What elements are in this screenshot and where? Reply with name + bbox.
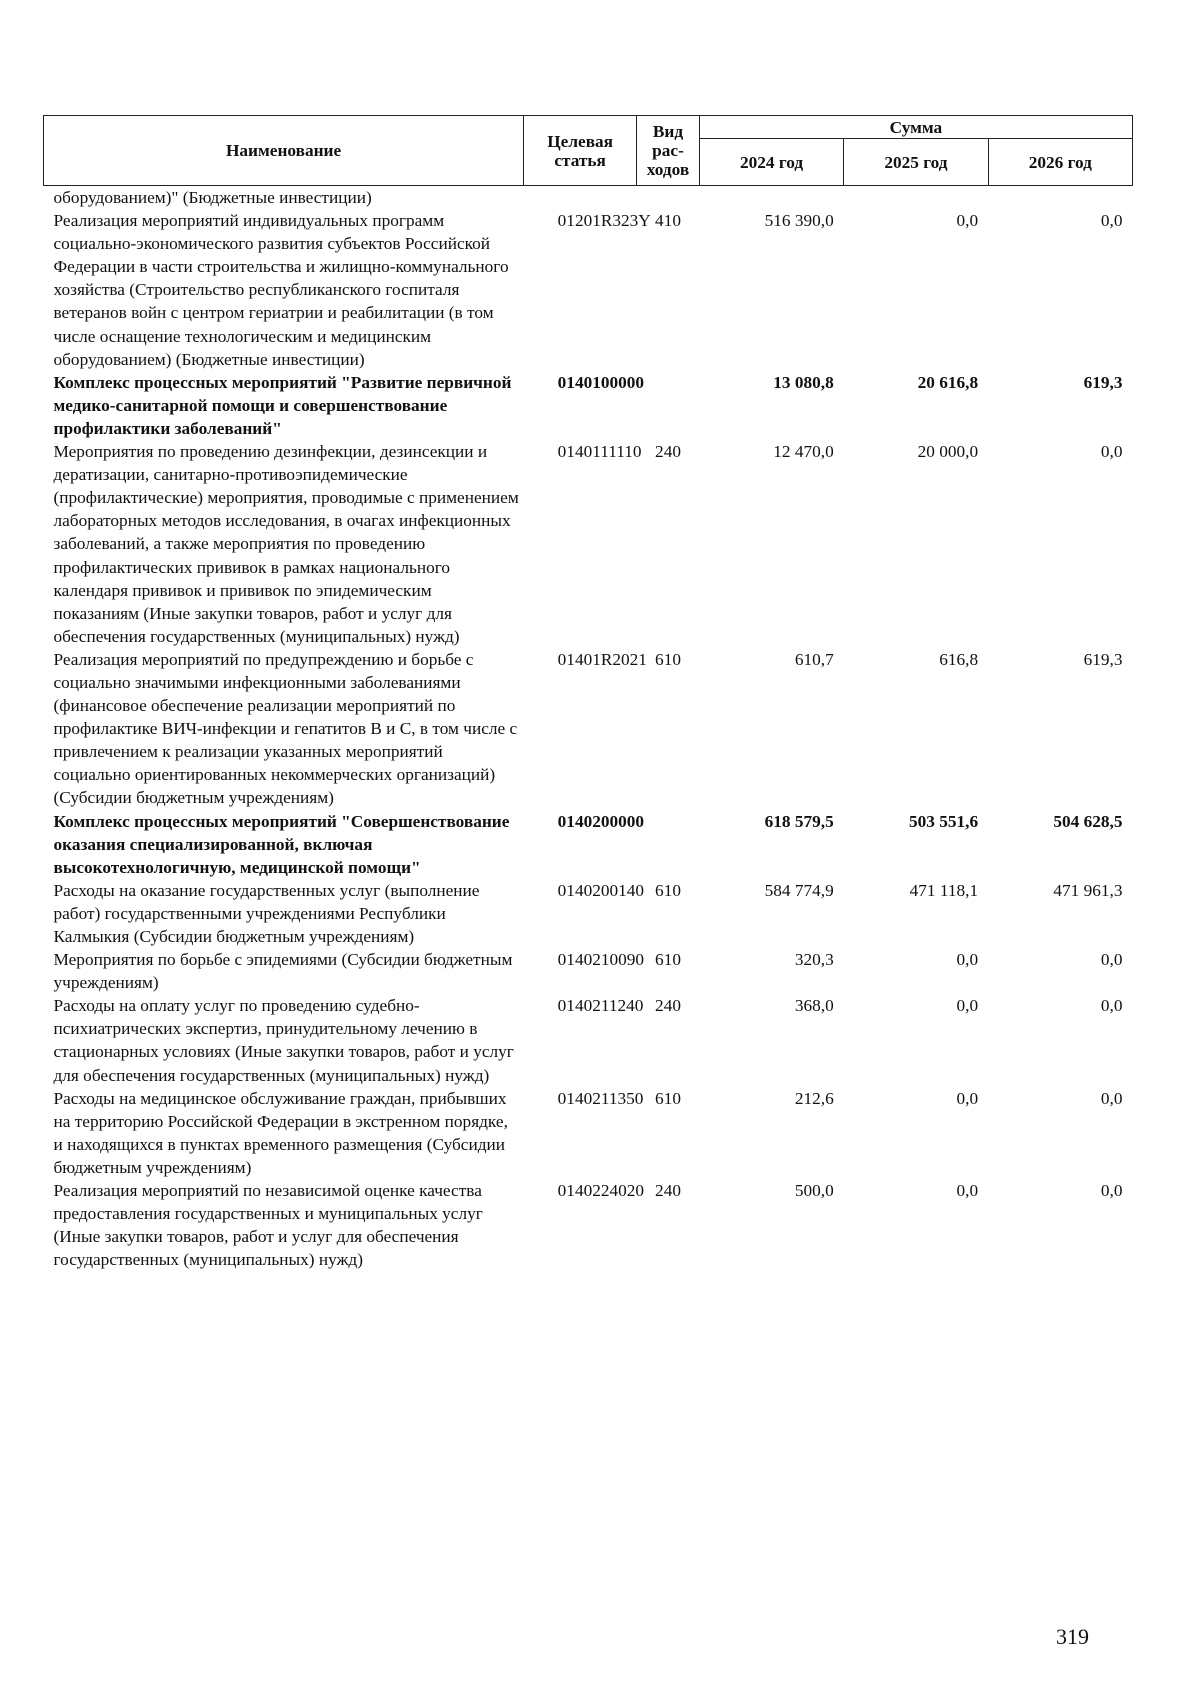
row-name: Расходы на медицинское обслуживание граждан, прибывших на территорию Российской Федерации в экстренном порядке, и находящихся в пунктах временного размещения (Субсидии бюджетным учреждениям)	[53, 1088, 508, 1177]
row-name: Мероприятия по борьбе с эпидемиями (Субсидии бюджетным учреждениям)	[53, 950, 513, 993]
row-sum-2024: 368,0	[794, 996, 834, 1016]
row-sum-2025	[844, 186, 988, 210]
row-target-article: 0140200000	[557, 811, 645, 831]
table-body	[44, 186, 1133, 1272]
row-sum-2024: 584 774,9	[764, 880, 834, 900]
row-sum-2024: 610,7	[794, 649, 834, 669]
row-expense-kind: 610	[655, 649, 681, 669]
row-sum-2026: 0,0	[1100, 950, 1123, 970]
row-sum-2025: 20 616,8	[917, 372, 979, 392]
table-header	[44, 116, 1133, 186]
row-sum-2024	[699, 186, 843, 210]
row-expense-kind	[637, 371, 700, 440]
row-expense-kind	[637, 810, 700, 879]
row-target-article	[524, 186, 637, 210]
row-sum-2026: 471 961,3	[1053, 880, 1123, 900]
table-row	[44, 440, 1133, 648]
row-sum-2026	[988, 186, 1132, 210]
row-sum-2026: 0,0	[1100, 996, 1123, 1016]
row-sum-2024: 500,0	[794, 1181, 834, 1201]
row-sum-2025: 20 000,0	[917, 442, 979, 462]
header-year-2025: 2025 год	[844, 139, 988, 186]
table-row	[44, 994, 1133, 1086]
page-number: 319	[1056, 1624, 1089, 1649]
row-name: Расходы на оказание государственных услуг (выполнение работ) государственными учреждениями Республики Калмыкия (Субсидии бюджетным учреждениям)	[53, 880, 480, 946]
row-name: Реализация мероприятий по независимой оценке качества предоставления государственных и муниципальных услуг (Иные закупки товаров, работ и услуг для обеспечения государственных (муниципальных) нужд)	[53, 1181, 483, 1270]
row-target-article: 0140211350	[557, 1088, 644, 1108]
row-expense-kind: 240	[655, 442, 681, 462]
budget-table	[43, 115, 1133, 1271]
row-name: Мероприятия по проведению дезинфекции, дезинсекции и дератизации, санитарно-противоэпидемические (профилактические) мероприятия, проводимые с применением лабораторных методов исследования, в очагах инфекционных заболеваний, а также мероприятия по проведению профилактических прививок в рамках национального календаря прививок и прививок по эпидемическим показаниям (Иные закупки товаров, работ и услуг для обеспечения государственных (муниципальных) нужд)	[53, 442, 519, 646]
row-sum-2026: 0,0	[1100, 211, 1123, 231]
row-sum-2025: 0,0	[956, 950, 979, 970]
table-row	[44, 186, 1133, 210]
row-target-article: 0140200140	[557, 880, 645, 900]
row-name: Комплекс процессных мероприятий "Совершенствование оказания специализированной, включая высокотехнологичную, медицинской помощи"	[53, 811, 510, 877]
header-year-2024: 2024 год	[699, 139, 843, 186]
row-sum-2025: 0,0	[956, 996, 979, 1016]
row-expense-kind: 610	[655, 880, 681, 900]
row-expense-kind: 610	[655, 1088, 681, 1108]
table-row	[44, 209, 1133, 371]
row-sum-2026: 0,0	[1100, 1181, 1123, 1201]
row-sum-2026: 0,0	[1100, 1088, 1123, 1108]
row-sum-2025: 471 118,1	[909, 880, 979, 900]
row-sum-2025: 0,0	[956, 211, 979, 231]
row-target-article: 0140111110	[557, 442, 642, 462]
table-row	[44, 648, 1133, 810]
table-row	[44, 879, 1133, 948]
row-expense-kind: 240	[655, 1181, 681, 1201]
row-sum-2025: 503 551,6	[908, 811, 979, 831]
row-target-article: 01401R2021	[557, 649, 647, 669]
row-target-article: 0140100000	[557, 372, 645, 392]
row-sum-2025: 0,0	[956, 1088, 979, 1108]
row-name: Реализация мероприятий по предупреждению и борьбе с социально значимыми инфекционными заболеваниями (финансовое обеспечение реализации мероприятий по профилактике ВИЧ-инфекции и гепатитов B и C, в том числе с привлечением к реализации указанных мероприятий социально ориентированных некоммерческих организаций) (Субсидии бюджетным учреждениям)	[53, 649, 518, 808]
table-row	[44, 948, 1133, 994]
header-year-2026: 2026 год	[988, 139, 1132, 186]
header-name: Наименование	[44, 116, 524, 186]
table-row	[44, 810, 1133, 879]
row-sum-2024: 618 579,5	[764, 811, 834, 831]
row-expense-kind	[637, 186, 700, 210]
row-expense-kind: 610	[655, 950, 681, 970]
row-sum-2026: 504 628,5	[1053, 811, 1123, 831]
table-row	[44, 1087, 1133, 1179]
table-row	[44, 1179, 1133, 1271]
header-target-article: Целевая статья	[524, 116, 637, 186]
row-sum-2024: 320,3	[794, 950, 834, 970]
row-name: Комплекс процессных мероприятий "Развитие первичной медико-санитарной помощи и совершенствование профилактики заболеваний"	[53, 372, 512, 438]
row-sum-2026: 619,3	[1083, 372, 1123, 392]
row-sum-2024: 516 390,0	[764, 211, 834, 231]
row-sum-2025: 616,8	[939, 649, 979, 669]
row-target-article: 0140210090	[557, 950, 645, 970]
row-expense-kind: 240	[655, 996, 681, 1016]
row-sum-2024: 13 080,8	[773, 372, 834, 392]
header-sum: Сумма	[699, 116, 1132, 139]
row-target-article: 0140224020	[557, 1181, 645, 1201]
header-expense-kind: Вид рас-ходов	[637, 116, 700, 186]
table-row	[44, 371, 1133, 440]
row-name: Реализация мероприятий индивидуальных программ социально-экономического развития субъектов Российской Федерации в части строительства и жилищно-коммунального хозяйства (Строительство республиканского госпиталя ветеранов войн с центром гериатрии и реабилитации (в том числе оснащение технологическим и медицинским оборудованием) (Бюджетные инвестиции)	[53, 211, 509, 369]
row-target-article: 0140211240	[557, 996, 644, 1016]
row-target-article: 01201R323Y	[557, 211, 651, 231]
row-sum-2026: 619,3	[1083, 649, 1123, 669]
row-name: оборудованием)" (Бюджетные инвестиции)	[53, 188, 372, 207]
row-sum-2025: 0,0	[956, 1181, 979, 1201]
row-name: Расходы на оплату услуг по проведению судебно-психиатрических экспертиз, принудительному лечению в стационарных условиях (Иные закупки товаров, работ и услуг для обеспечения государственных (муниципальных) нужд)	[53, 996, 514, 1085]
row-sum-2024: 212,6	[794, 1088, 834, 1108]
row-expense-kind: 410	[655, 211, 681, 231]
row-sum-2024: 12 470,0	[773, 442, 834, 462]
row-sum-2026: 0,0	[1100, 442, 1123, 462]
budget-table-page	[43, 115, 1133, 1271]
